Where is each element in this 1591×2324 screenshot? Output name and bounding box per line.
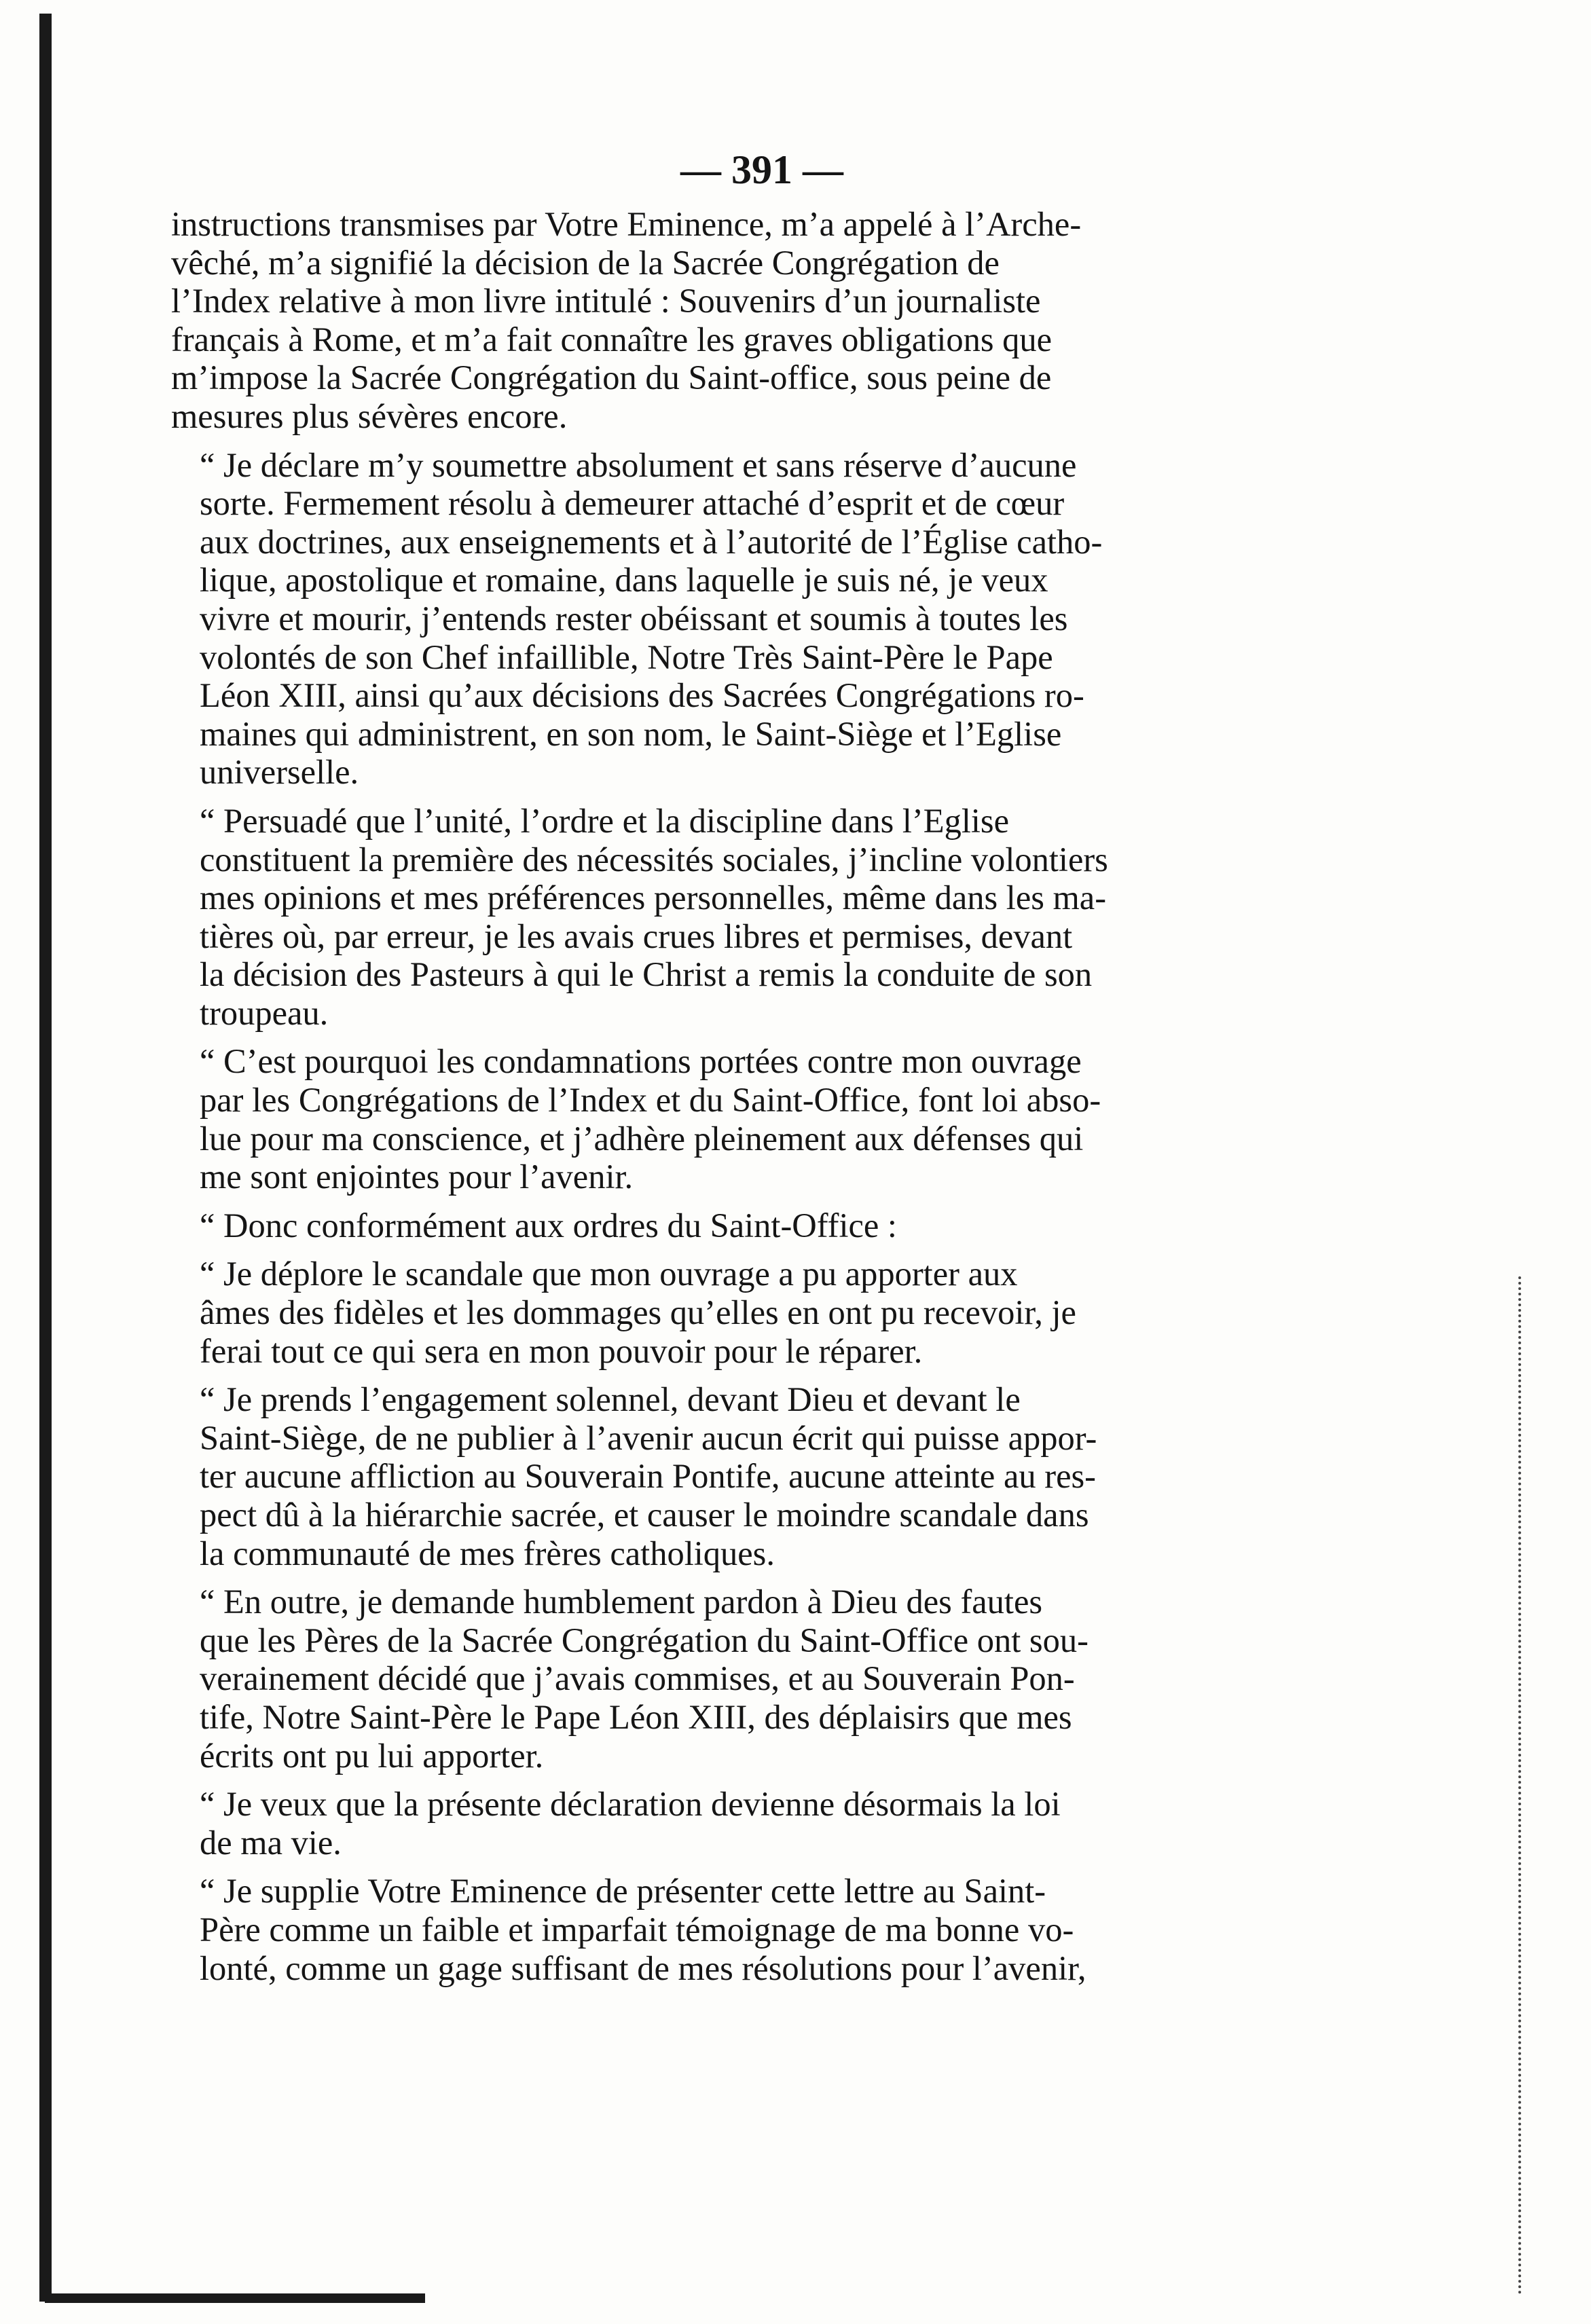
paragraph — [171, 802, 1353, 1033]
paragraph — [171, 1255, 1353, 1370]
paragraph — [171, 1380, 1353, 1572]
text-line: ter aucune affliction au Souverain Pontife, aucune atteinte au res- — [200, 1457, 1096, 1496]
text-line: vivre et mourir, j’entends rester obéissant et soumis à toutes les — [200, 599, 1068, 638]
text-line: tife, Notre Saint-Père le Pape Léon XIII, des déplaisirs que mes — [200, 1697, 1072, 1736]
text-line: “ Donc conformément aux ordres du Saint-Office : — [200, 1206, 897, 1244]
page-binding-edge — [39, 14, 52, 2302]
text-line: instructions transmises par Votre Eminence, m’a appelé à l’Arche- — [171, 205, 1082, 243]
text-line: français à Rome, et m’a fait connaître les graves obligations que — [171, 320, 1053, 358]
text-line: troupeau. — [200, 993, 329, 1032]
paragraph — [171, 446, 1353, 792]
text-line: “ En outre, je demande humblement pardon à Dieu des fautes — [200, 1583, 1043, 1621]
text-line: lue pour ma conscience, et j’adhère pleinement aux défenses qui — [200, 1119, 1084, 1158]
text-line: mesures plus sévères encore. — [171, 396, 568, 435]
text-line: “ Je supplie Votre Eminence de présenter cette lettre au Saint- — [200, 1872, 1046, 1911]
text-line: “ C’est pourquoi les condamnations portées contre mon ouvrage — [200, 1042, 1082, 1081]
text-line: pect dû à la hiérarchie sacrée, et causer le moindre scandale dans — [200, 1496, 1089, 1534]
text-line: de ma vie. — [200, 1823, 342, 1862]
text-line: “ Je prends l’engagement solennel, devant Dieu et devant le — [200, 1380, 1021, 1419]
text-line: Père comme un faible et imparfait témoignage de ma bonne vo- — [200, 1910, 1074, 1949]
text-line: vêché, m’a signifié la décision de la Sacrée Congrégation de — [171, 243, 1000, 282]
page-number: — 391 — — [680, 147, 843, 192]
page-right-edge-noise — [1518, 1276, 1528, 2295]
text-line: aux doctrines, aux enseignements et à l’autorité de l’Église catho- — [200, 522, 1103, 561]
paragraph — [171, 1785, 1353, 1862]
text-line: âmes des fidèles et les dommages qu’elles en ont pu recevoir, je — [200, 1293, 1076, 1332]
text-line: constituent la première des nécessités sociales, j’incline volontiers — [200, 840, 1108, 879]
text-line: “ Je déplore le scandale que mon ouvrage a pu apporter aux — [200, 1255, 1018, 1293]
text-line: tières où, par erreur, je les avais crues libres et permises, devant — [200, 917, 1073, 955]
text-line: universelle. — [200, 753, 359, 792]
text-line: “ Je veux que la présente déclaration devienne désormais la loi — [200, 1785, 1061, 1824]
paragraph — [171, 1872, 1353, 1987]
text-line: lique, apostolique et romaine, dans laquelle je suis né, je veux — [200, 561, 1048, 600]
page-content — [171, 144, 1353, 1997]
paragraph — [171, 1583, 1353, 1775]
text-line: la décision des Pasteurs à qui le Christ a remis la conduite de son — [200, 955, 1093, 994]
text-line: ferai tout ce qui sera en mon pouvoir pour le réparer. — [200, 1331, 923, 1370]
text-line: volontés de son Chef infaillible, Notre Très Saint-Père le Pape — [200, 638, 1053, 676]
text-line: que les Pères de la Sacrée Congrégation du Saint-Office ont sou- — [200, 1621, 1089, 1659]
text-line: verainement décidé que j’avais commises, et au Souverain Pon- — [200, 1659, 1075, 1698]
text-line: lonté, comme un gage suffisant de mes résolutions pour l’avenir, — [200, 1949, 1086, 1987]
paragraph — [171, 1042, 1353, 1196]
page-binding-edge-bottom — [45, 2293, 425, 2303]
text-line: mes opinions et mes préférences personnelles, même dans les ma- — [200, 879, 1107, 917]
text-line: la communauté de mes frères catholiques. — [200, 1534, 775, 1572]
text-line: Saint-Siège, de ne publier à l’avenir aucun écrit qui puisse appor- — [200, 1418, 1097, 1457]
body-text — [171, 205, 1353, 1987]
text-line: me sont enjointes pour l’avenir. — [200, 1158, 634, 1196]
paragraph — [171, 205, 1353, 436]
text-line: “ Persuadé que l’unité, l’ordre et la discipline dans l’Eglise — [200, 801, 1009, 840]
text-line: “ Je déclare m’y soumettre absolument et sans réserve d’aucune — [200, 445, 1077, 484]
paragraph — [171, 1206, 1353, 1245]
text-line: Léon XIII, ainsi qu’aux décisions des Sacrées Congrégations ro- — [200, 676, 1084, 715]
text-line: maines qui administrent, en son nom, le Saint-Siège et l’Eglise — [200, 714, 1062, 753]
text-line: écrits ont pu lui apporter. — [200, 1736, 544, 1775]
text-line: m’impose la Sacrée Congrégation du Saint-office, sous peine de — [171, 358, 1052, 397]
text-line: l’Index relative à mon livre intitulé : Souvenirs d’un journaliste — [171, 282, 1041, 320]
text-line: sorte. Fermement résolu à demeurer attaché d’esprit et de cœur — [200, 484, 1065, 523]
text-line: par les Congrégations de l’Index et du Saint-Office, font loi abso- — [200, 1081, 1101, 1120]
